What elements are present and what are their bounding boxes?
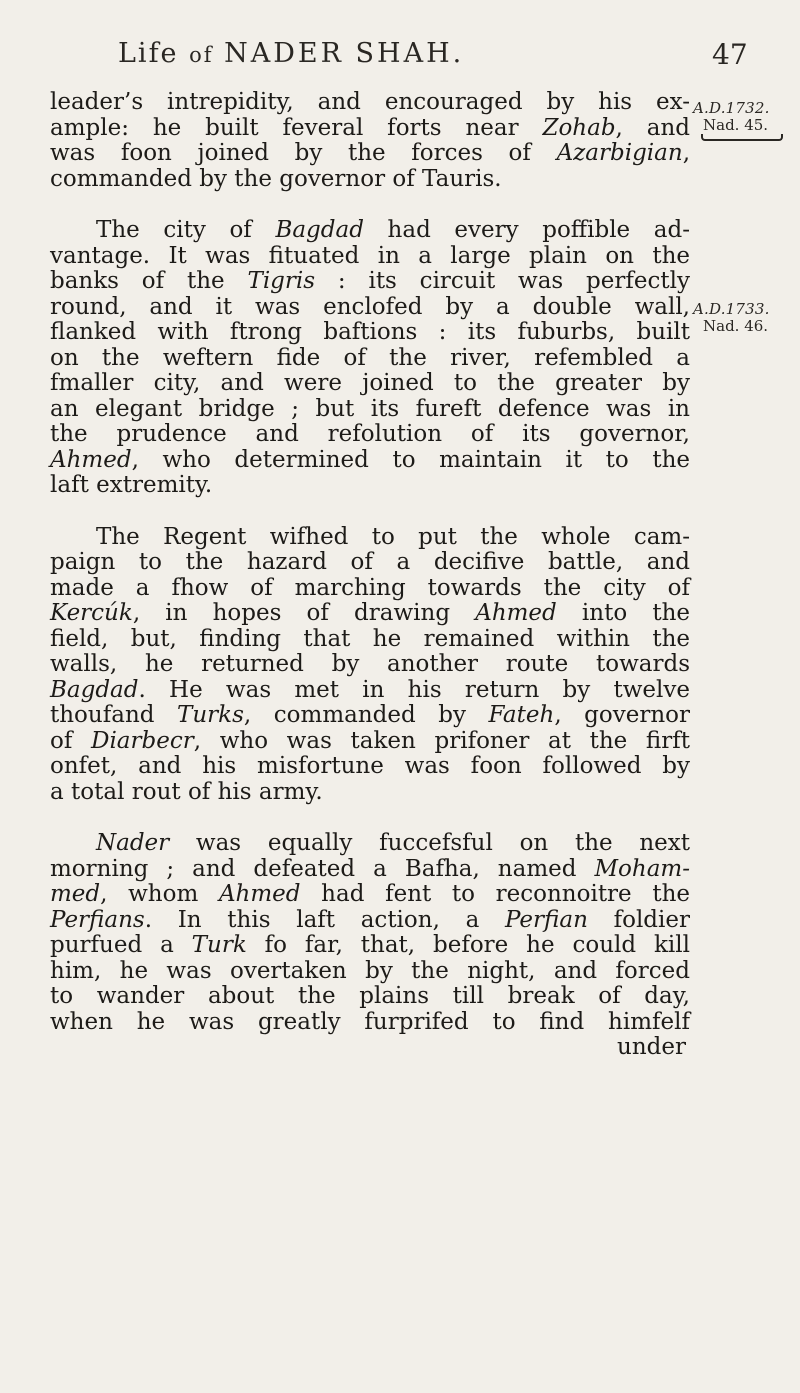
text-line: of Diarbecr, who was taken prifoner at the firft — [50, 727, 691, 754]
text-line: purfued a Turk fo far, that, before he could kill — [50, 932, 690, 958]
text-line: commanded by the governor of Tauris. — [50, 165, 502, 192]
text-line: The Regent wifhed to put the whole cam- — [96, 523, 690, 550]
bracket-mark — [701, 134, 783, 141]
text-line: round, and it was enclofed by a double wall, — [50, 293, 690, 320]
text-line: flanked with ftrong baftions : its fuburbs, built — [50, 319, 690, 345]
text-line: med, whom Ahmed had fent to reconnoitre the — [50, 881, 690, 907]
running-head-title: NADER SHAH. — [224, 38, 465, 69]
text-line: The city of Bagdad had every poffible ad- — [96, 217, 690, 243]
text-line: Bagdad. He was met in his return by twelve — [50, 676, 690, 703]
margin-note-2 — [693, 301, 798, 335]
text-line: field, but, finding that he remained within the — [50, 625, 690, 652]
text-line: thoufand Turks, commanded by Fateh, governor — [50, 702, 690, 728]
page-number: 47 — [712, 38, 748, 71]
text-line: when he was greatly furprifed to find himfelf — [50, 1008, 690, 1035]
text-line: leader’s intrepidity, and encouraged by his ex- — [50, 89, 690, 115]
text-line: laft extremity. — [50, 472, 213, 498]
text-line: ample: he built feveral forts near Zohab, and — [50, 114, 690, 141]
text-line: an elegant bridge ; but its fureft defence was in — [50, 395, 690, 422]
text-line: vantage. It was fituated in a large plain on the — [50, 242, 690, 269]
margin-note-1 — [693, 100, 798, 141]
text-line: Ahmed, who determined to maintain it to the — [50, 446, 690, 473]
catchword: under — [617, 1034, 686, 1060]
text-line: paign to the hazard of a decifive battle, and — [50, 549, 690, 575]
text-line: on the weftern fide of the river, refembled a — [50, 344, 690, 371]
paragraph-gap — [50, 805, 690, 831]
text-line: Perfians. In this laft action, a Perfian foldier — [50, 906, 690, 933]
paragraph-gap — [50, 192, 690, 218]
text-line: onfet, and his misfortune was foon followed by — [50, 753, 690, 779]
margin-note-nad: Nad. 45. — [703, 116, 769, 134]
margin-note-year: A.D.1732. — [693, 99, 770, 117]
text-line: to wander about the plains till break of day, — [50, 983, 690, 1009]
text-line: was foon joined by the forces of Azarbigian, — [50, 140, 690, 166]
text-line: the prudence and refolution of its governor, — [50, 421, 690, 447]
text-line: Kercúk, in hopes of drawing Ahmed into the — [50, 600, 690, 626]
margin-note-year: A.D.1733. — [693, 300, 770, 318]
text-line: him, he was overtaken by the night, and forced — [50, 957, 690, 984]
text-line: morning ; and defeated a Bafha, named Moham- — [50, 855, 690, 882]
body-text — [50, 90, 690, 1061]
text-line: a total rout of his army. — [50, 778, 323, 805]
text-line: made a fhow of marching towards the city of — [50, 574, 690, 601]
text-line: Nader was equally fuccefsful on the next — [96, 830, 690, 856]
running-head-life: Life — [118, 38, 179, 69]
text-line: fmaller city, and were joined to the greater by — [50, 370, 690, 396]
running-head-of: of — [189, 43, 214, 67]
text-line: banks of the Tigris : its circuit was perfectly — [50, 268, 690, 294]
margin-note-nad: Nad. 46. — [703, 317, 769, 335]
running-head — [118, 38, 464, 69]
text-line: walls, he returned by another route towards — [50, 651, 690, 677]
paragraph-gap — [50, 499, 690, 525]
